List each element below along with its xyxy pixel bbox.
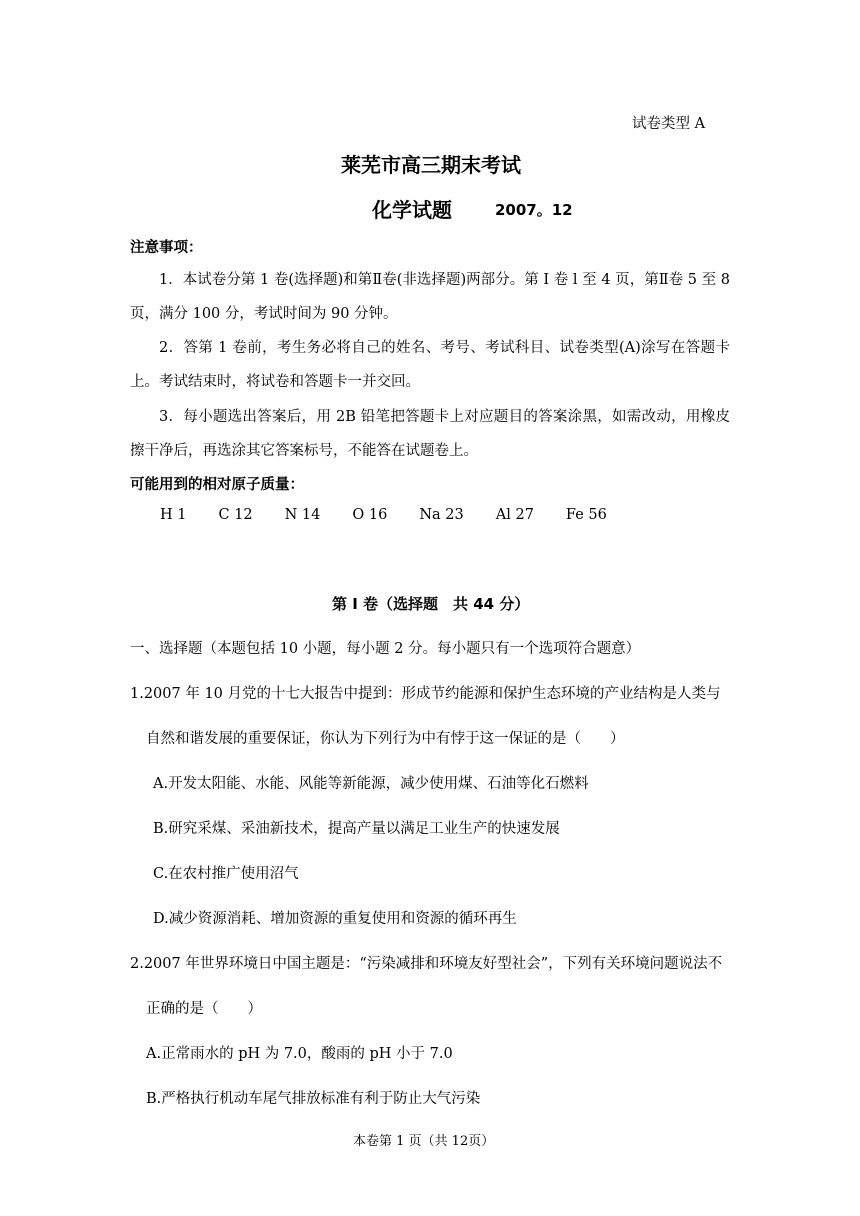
section-title: 第 I 卷（选择题 共 44 分）	[332, 595, 530, 613]
exam-title: 莱芜市高三期末考试	[341, 153, 521, 177]
atomic-mass-item: O 16	[352, 507, 388, 523]
question-2-option-b: B.严格执行机动车尾气排放标准有利于防止大气污染	[146, 1091, 481, 1107]
question-2-line-2: 正确的是（ ）	[146, 1001, 262, 1017]
notice-item-3: 3．每小题选出答案后，用 2B 铅笔把答题卡上对应题目的答案涂黑，如需改动，用橡皮擦干净后，再选涂其它答案标号，不能答在试题卷上。	[130, 409, 730, 459]
section-instructions: 一、选择题（本题包括 10 小题，每小题 2 分。每小题只有一个选项符合题意）	[130, 641, 641, 657]
atomic-mass-item: Al 27	[495, 507, 534, 523]
question-1-option-b: B.研究采煤、采油新技术，提高产量以满足工业生产的快速发展	[153, 821, 560, 837]
atomic-mass-item: C 12	[218, 507, 253, 523]
atomic-mass-item: Na 23	[419, 507, 464, 523]
atomic-mass-item: H 1	[160, 507, 187, 523]
question-2-option-a: A.正常雨水的 pH 为 7.0，酸雨的 pH 小于 7.0	[146, 1046, 453, 1062]
paper-type-label: 试卷类型 A	[632, 116, 706, 132]
question-1-line-1: 1.2007 年 10 月党的十七大报告中提到：形成节约能源和保护生态环境的产业结构是人类与	[130, 686, 721, 702]
question-1-option-c: C.在农村推广使用沼气	[153, 866, 299, 882]
notice-item-1: 1．本试卷分第 1 卷(选择题)和第Ⅱ卷(非选择题)两部分。第 I 卷 l 至 4 页，第Ⅱ卷 5 至 8 页，满分 100 分，考试时间为 90 分钟。	[130, 272, 730, 322]
question-2-line-1: 2.2007 年世界环境日中国主题是：“污染减排和环境友好型社会”，下列有关环境问题说法不	[130, 956, 723, 972]
question-1-option-d: D.减少资源消耗、增加资源的重复使用和资源的循环再生	[153, 911, 517, 927]
atomic-mass-item: Fe 56	[565, 507, 607, 523]
subject-title: 化学试题	[372, 198, 452, 222]
atomic-mass-list	[160, 507, 607, 523]
question-1-line-2: 自然和谐发展的重要保证，你认为下列行为中有悖于这一保证的是（ ）	[146, 731, 625, 747]
exam-date: 2007。12	[495, 201, 573, 219]
notice-heading: 注意事项：	[130, 240, 203, 256]
page-footer: 本卷第 1 页（共 12页）	[353, 1134, 495, 1149]
question-1-option-a: A.开发太阳能、水能、风能等新能源，减少使用煤、石油等化石燃料	[153, 776, 589, 792]
notice-item-2: 2．答第 1 卷前，考生务必将自己的姓名、考号、考试科目、试卷类型(A)涂写在答题卡上。考试结束时，将试卷和答题卡一并交回。	[130, 340, 730, 390]
atomic-mass-heading: 可能用到的相对原子质量：	[130, 477, 304, 493]
atomic-mass-item: N 14	[284, 507, 321, 523]
